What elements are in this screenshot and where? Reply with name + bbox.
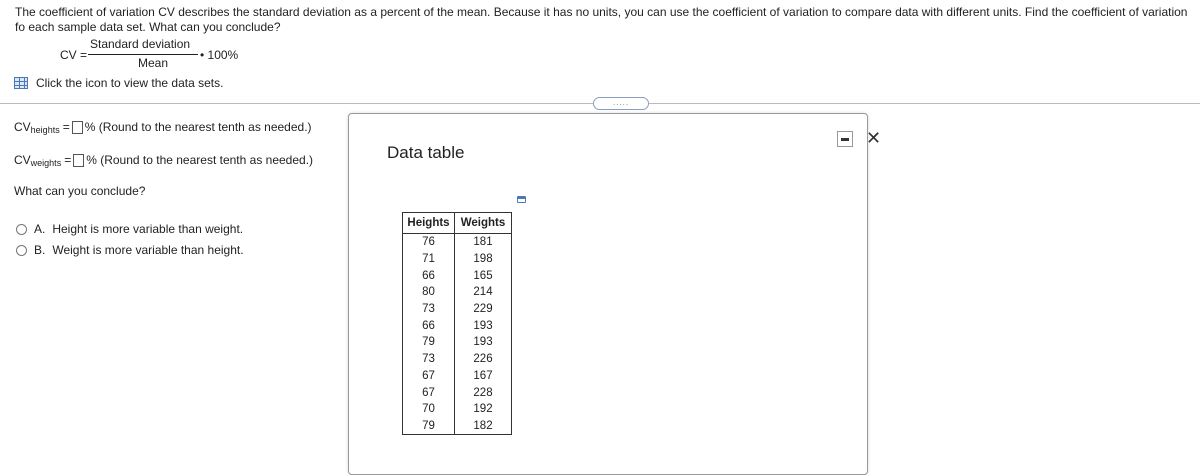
cv-label: CV xyxy=(14,120,31,134)
question-intro-text: The coefficient of variation CV describes the standard deviation as a percent of the mean. Because it has no units, you can use the coefficient of variation to compare data with different units. Find the coefficient of variation fo each sample data set. What can you conclude? xyxy=(15,5,1188,34)
cv-weights-row xyxy=(14,153,313,167)
cv-weights-input[interactable] xyxy=(73,154,84,167)
cv-label: CV xyxy=(14,153,31,167)
height-cell: 71 xyxy=(403,251,455,268)
popup-title: Data table xyxy=(387,143,465,162)
weight-cell: 167 xyxy=(455,368,512,385)
table-row xyxy=(403,284,512,301)
table-row xyxy=(403,351,512,368)
column-header-heights: Heights xyxy=(403,213,455,234)
table-row xyxy=(403,317,512,334)
height-cell: 66 xyxy=(403,267,455,284)
rounding-hint: % (Round to the nearest tenth as needed.) xyxy=(84,120,312,134)
formula-rhs: • 100% xyxy=(200,48,239,62)
weight-cell: 193 xyxy=(455,317,512,334)
weight-cell: 192 xyxy=(455,401,512,418)
data-link-text: Click the icon to view the data sets. xyxy=(36,76,224,90)
option-letter: A. xyxy=(34,222,46,236)
table-row xyxy=(403,368,512,385)
minimize-icon xyxy=(841,138,849,141)
formula-denominator: Mean xyxy=(138,56,169,70)
minimize-button[interactable] xyxy=(837,131,853,147)
height-cell: 73 xyxy=(403,351,455,368)
cv-heights-row xyxy=(14,120,312,134)
table-row xyxy=(403,401,512,418)
table-body xyxy=(403,234,512,435)
option-letter: B. xyxy=(34,243,46,257)
copy-to-clipboard-icon[interactable] xyxy=(517,196,526,203)
column-header-weights: Weights xyxy=(455,213,512,234)
data-table xyxy=(402,212,512,435)
height-cell: 80 xyxy=(403,284,455,301)
radio-button[interactable] xyxy=(16,224,27,235)
weight-cell: 198 xyxy=(455,251,512,268)
option-text: Height is more variable than weight. xyxy=(52,222,244,236)
height-cell: 67 xyxy=(403,384,455,401)
option-a[interactable] xyxy=(16,222,243,236)
expand-toggle-button[interactable]: ..... xyxy=(593,97,649,110)
weight-cell: 228 xyxy=(455,384,512,401)
table-row xyxy=(403,384,512,401)
height-cell: 67 xyxy=(403,368,455,385)
formula-numerator: Standard deviation xyxy=(90,37,191,51)
weight-cell: 182 xyxy=(455,418,512,435)
height-cell: 76 xyxy=(403,234,455,251)
equals-sign: = xyxy=(64,153,72,167)
weight-cell: 181 xyxy=(455,234,512,251)
cv-heights-input[interactable] xyxy=(72,121,83,134)
formula-lhs: CV = xyxy=(60,48,88,62)
height-cell: 79 xyxy=(403,418,455,435)
radio-button[interactable] xyxy=(16,245,27,256)
rounding-hint: % (Round to the nearest tenth as needed.) xyxy=(86,153,314,167)
weight-cell: 226 xyxy=(455,351,512,368)
cv-subscript: heights xyxy=(30,125,60,135)
table-row xyxy=(403,301,512,318)
option-text: Weight is more variable than height. xyxy=(52,243,244,257)
height-cell: 79 xyxy=(403,334,455,351)
table-row xyxy=(403,418,512,435)
cv-formula xyxy=(60,37,280,71)
table-row xyxy=(403,251,512,268)
conclusion-question: What can you conclude? xyxy=(14,184,146,198)
table-row xyxy=(403,267,512,284)
table-row xyxy=(403,334,512,351)
weight-cell: 214 xyxy=(455,284,512,301)
cv-subscript: weights xyxy=(30,158,62,168)
table-row xyxy=(403,234,512,251)
data-table-icon[interactable] xyxy=(14,77,28,89)
height-cell: 73 xyxy=(403,301,455,318)
close-icon[interactable]: ✕ xyxy=(866,128,882,148)
fraction-bar xyxy=(88,54,198,55)
height-cell: 70 xyxy=(403,401,455,418)
option-b[interactable] xyxy=(16,243,244,257)
equals-sign: = xyxy=(62,120,70,134)
data-link-row xyxy=(14,76,223,90)
weight-cell: 165 xyxy=(455,267,512,284)
weight-cell: 229 xyxy=(455,301,512,318)
weight-cell: 193 xyxy=(455,334,512,351)
height-cell: 66 xyxy=(403,317,455,334)
